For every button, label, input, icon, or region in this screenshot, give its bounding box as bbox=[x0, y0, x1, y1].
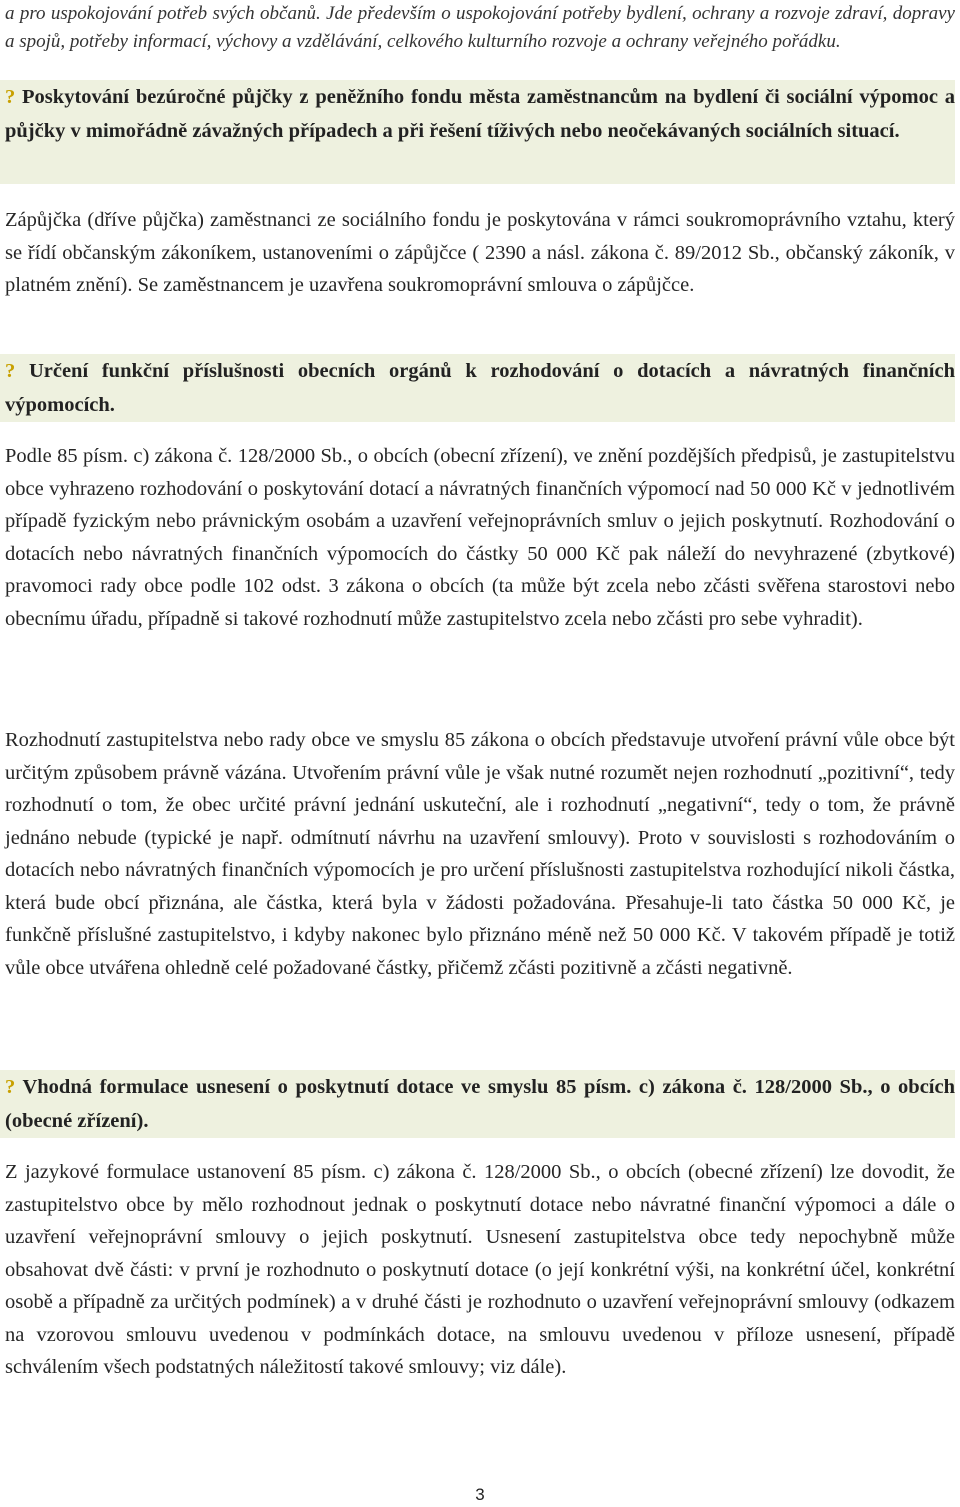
intro-paragraph: a pro uspokojování potřeb svých občanů. Jde především o uspokojování potřeby bydlení, ochrany a rozvoje zdraví, dopravy a spojů, potřeby informací, výchovy a vzdělávání, celkového kulturního rozvoje a ochrany veřejného pořádku. bbox=[5, 3, 955, 52]
paragraph-loan: Zápůjčka (dříve půjčka) zaměstnanci ze sociálního fondu je poskytována v rámci soukromoprávního vztahu, který se řídí občanským zákoníkem, ustanoveními o zápůjčce ( 2390 a násl. zákona č. 89/2012 Sb., občanský zákoník, v platném znění). Se zaměstnancem je uzavřena soukromoprávní smlouva o zápůjčce. bbox=[5, 209, 955, 296]
paragraph-decision: Rozhodnutí zastupitelstva nebo rady obce ve smyslu 85 zákona o obcích představuje utvoření právní vůle obce být určitým způsobem právně vázána. Utvořením právní vůle je však nutné rozumět nejen rozhodnutí „pozitivní“, tedy rozhodnutí o tom, že obec určité právní jednání uskuteční, ale i rozhodnutí „negativní“, tedy o tom, že právně jednáno nebude (typické je např. odmítnutí návrhu na uzavření smlouvy). Proto v souvislosti s rozhodováním o dotacích nebo návratných finančních výpomocích je pro určení příslušnosti zastupitelstva rozhodující nikoli částka, která bude obcí přiznána, ale částka, která byla v žádosti požadována. Přesahuje-li tato částka 50 000 Kč, je funkčně příslušné zastupitelstvo, i kdyby nakonec bylo přiznáno méně než 50 000 Kč. V takovém případě je totiž vůle obce utvářena ohledně celé požadované částky, přičemž zčásti pozitivně a zčásti negativně. bbox=[5, 729, 955, 979]
question-marker: ? bbox=[5, 86, 16, 108]
section-heading-competence bbox=[0, 354, 955, 422]
section-heading-loan bbox=[0, 80, 955, 184]
question-marker: ? bbox=[5, 360, 16, 382]
section-heading-text: Vhodná formulace usnesení o poskytnutí dotace ve smyslu 85 písm. c) zákona č. 128/2000 Sb., o obcích (obecné zřízení). bbox=[5, 1076, 955, 1132]
question-marker: ? bbox=[5, 1076, 16, 1098]
section-heading-text: Poskytování bezúročné půjčky z peněžního fondu města zaměstnancům na bydlení či sociální výpomoc a půjčky v mimořádně závažných případech a při řešení tíživých nebo neočekávaných sociálních situací. bbox=[5, 86, 955, 142]
page-number: 3 bbox=[475, 1485, 485, 1504]
section-heading-text: Určení funkční příslušnosti obecních orgánů k rozhodování o dotacích a návratných finančních výpomocích. bbox=[5, 360, 955, 416]
section-heading-resolution bbox=[0, 1070, 955, 1138]
paragraph-competence: Podle 85 písm. c) zákona č. 128/2000 Sb., o obcích (obecní zřízení), ve znění pozdějších předpisů, je zastupitelstvu obce vyhrazeno rozhodování o poskytování dotací a návratných finančních výpomocí nad 50 000 Kč v jednotlivém případě fyzickým nebo právnickým osobám a uzavření veřejnoprávních smluv o jejich poskytnutí. Rozhodování o dotacích nebo návratných finančních výpomocích do částky 50 000 Kč pak náleží do nevyhrazené (zbytkové) pravomoci rady obce podle 102 odst. 3 zákona o obcích (ta může být zcela nebo zčásti svěřena starostovi nebo obecnímu úřadu, případně si takové rozhodnutí může zastupitelstvo zcela nebo zčásti pro sebe vyhradit). bbox=[5, 445, 955, 630]
paragraph-resolution: Z jazykové formulace ustanovení 85 písm. c) zákona č. 128/2000 Sb., o obcích (obecné zřízení) lze dovodit, že zastupitelstvo obce by mělo rozhodnout jednak o poskytnutí dotace nebo návratné finanční výpomoci a dále o uzavření veřejnoprávní smlouvy o jejich poskytnutí. Usnesení zastupitelstva obce tedy nepochybně může obsahovat dvě části: v první je rozhodnuto o poskytnutí dotace (o její konkrétní výši, na konkrétní účel, konkrétní osobě a případně za určitých podmínek) a v druhé části je rozhodnuto o uzavření veřejnoprávní smlouvy (odkazem na vzorovou smlouvu uvedenou v podmínkách dotace, na smlouvu uvedenou v příloze usnesení, případě schválením všech podstatných náležitostí takové smlouvy; viz dále). bbox=[5, 1161, 955, 1378]
